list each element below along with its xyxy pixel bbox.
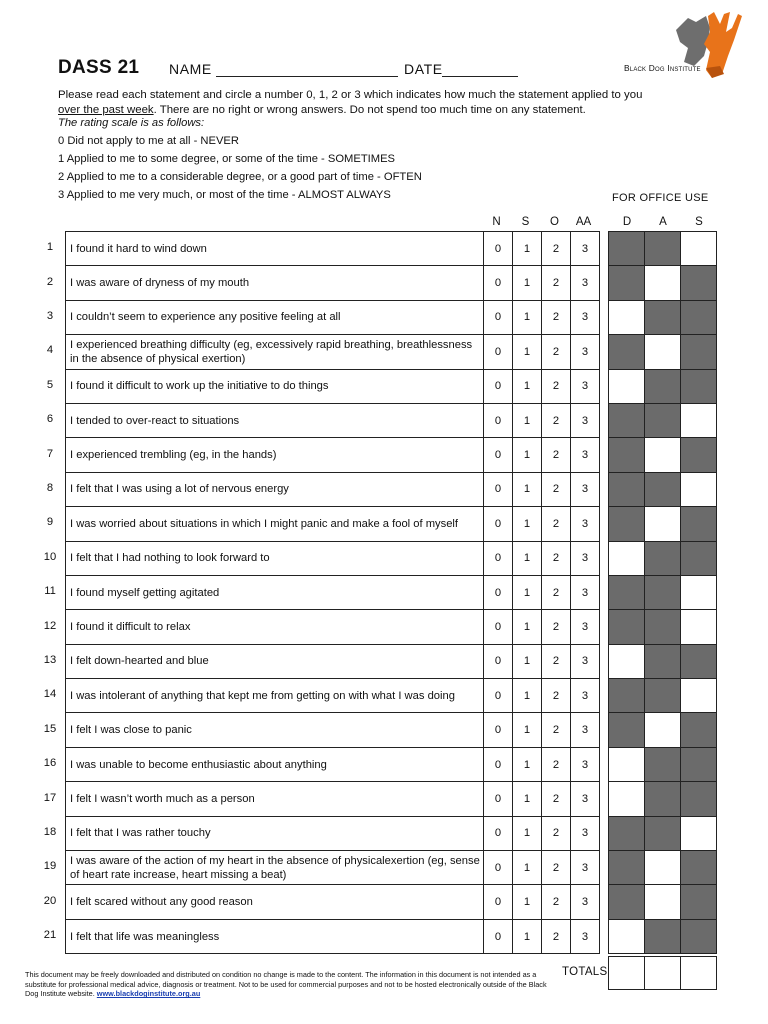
column-header-aa: AA	[575, 216, 592, 228]
office-row	[609, 644, 717, 678]
question-text: I felt I was close to panic	[66, 713, 484, 747]
office-cell-s-shaded	[681, 300, 717, 334]
question-text: I felt that life was meaningless	[66, 919, 484, 953]
office-cell-a-shaded	[645, 919, 681, 953]
footer-link[interactable]: www.blackdoginstitute.org.au	[96, 989, 201, 999]
question-row	[66, 541, 600, 575]
rating-option-0[interactable]: 0	[484, 747, 513, 781]
rating-option-3[interactable]: 3	[571, 232, 600, 266]
rating-option-3[interactable]: 3	[571, 438, 600, 472]
rating-option-0[interactable]: 0	[484, 575, 513, 609]
office-cell-d-blank[interactable]	[609, 541, 645, 575]
office-cell-s-shaded	[681, 644, 717, 678]
scale-heading: The rating scale is as follows:	[58, 117, 205, 129]
office-cell-a-shaded	[645, 679, 681, 713]
office-cell-d-shaded	[609, 816, 645, 850]
questions-table	[65, 231, 600, 954]
rating-option-2[interactable]: 2	[542, 541, 571, 575]
rating-option-0[interactable]: 0	[484, 335, 513, 369]
rating-option-0[interactable]: 0	[484, 782, 513, 816]
rating-option-3[interactable]: 3	[571, 335, 600, 369]
question-row	[66, 438, 600, 472]
rating-option-0[interactable]: 0	[484, 541, 513, 575]
office-cell-d-blank[interactable]	[609, 369, 645, 403]
rating-option-0[interactable]: 0	[484, 403, 513, 437]
rating-option-1[interactable]: 1	[513, 851, 542, 885]
office-cell-d-shaded	[609, 438, 645, 472]
rating-option-1[interactable]: 1	[513, 232, 542, 266]
instructions-line-1: Please read each statement and circle a number 0, 1, 2 or 3 which indicates how much the statement applied to you	[58, 89, 643, 101]
rating-option-1[interactable]: 1	[513, 885, 542, 919]
office-cell-a-blank[interactable]	[645, 266, 681, 300]
rating-option-0[interactable]: 0	[484, 266, 513, 300]
rating-option-1[interactable]: 1	[513, 679, 542, 713]
office-cell-s-shaded	[681, 713, 717, 747]
question-number: 6	[46, 413, 54, 426]
question-row	[66, 610, 600, 644]
question-row	[66, 266, 600, 300]
office-row	[609, 472, 717, 506]
rating-option-0[interactable]: 0	[484, 816, 513, 850]
question-row	[66, 816, 600, 850]
rating-option-2[interactable]: 2	[542, 679, 571, 713]
office-cell-a-blank[interactable]	[645, 438, 681, 472]
office-row	[609, 679, 717, 713]
rating-option-2[interactable]: 2	[542, 369, 571, 403]
question-number: 16	[43, 757, 57, 770]
name-field[interactable]	[216, 60, 398, 77]
rating-option-3[interactable]: 3	[571, 507, 600, 541]
office-header-d: D	[622, 216, 632, 228]
rating-option-2[interactable]: 2	[542, 335, 571, 369]
office-cell-s-shaded	[681, 335, 717, 369]
office-row	[609, 747, 717, 781]
column-header-o: O	[550, 216, 559, 228]
office-row	[609, 885, 717, 919]
office-cell-a-blank[interactable]	[645, 713, 681, 747]
office-cell-d-shaded	[609, 472, 645, 506]
instructions	[58, 88, 698, 117]
rating-option-2[interactable]: 2	[542, 747, 571, 781]
question-text: I was aware of dryness of my mouth	[66, 266, 484, 300]
rating-option-1[interactable]: 1	[513, 919, 542, 953]
form-title: DASS 21	[58, 57, 140, 78]
office-cell-a-shaded	[645, 575, 681, 609]
rating-option-1[interactable]: 1	[513, 403, 542, 437]
rating-option-2[interactable]: 2	[542, 438, 571, 472]
office-row	[609, 575, 717, 609]
total-anxiety-cell[interactable]	[645, 957, 681, 990]
question-text: I tended to over-react to situations	[66, 403, 484, 437]
question-number: 5	[46, 378, 54, 391]
question-text: I found it hard to wind down	[66, 232, 484, 266]
rating-option-1[interactable]: 1	[513, 782, 542, 816]
rating-option-1[interactable]: 1	[513, 816, 542, 850]
rating-option-3[interactable]: 3	[571, 816, 600, 850]
footer-disclaimer	[25, 970, 550, 999]
totals-grid	[608, 956, 717, 990]
total-stress-cell[interactable]	[681, 957, 717, 990]
footer-text: This document may be freely downloaded and distributed on condition no change is made to the content. The information in this document is not intended as a substitute for professional medical advice, diagnosis or treatment. Not to be used for commercial purposes and not to be hosted electronically outside of the Black Dog Institute website.	[25, 970, 547, 999]
office-cell-d-shaded	[609, 885, 645, 919]
rating-option-2[interactable]: 2	[542, 713, 571, 747]
office-cell-d-blank[interactable]	[609, 782, 645, 816]
office-cell-s-shaded	[681, 507, 717, 541]
office-cell-a-shaded	[645, 747, 681, 781]
office-row	[609, 403, 717, 437]
office-row	[609, 232, 717, 266]
rating-option-0[interactable]: 0	[484, 885, 513, 919]
office-cell-a-blank[interactable]	[645, 885, 681, 919]
question-number: 2	[46, 275, 54, 288]
office-row	[609, 335, 717, 369]
office-cell-s-shaded	[681, 369, 717, 403]
question-number: 20	[43, 894, 57, 907]
office-row	[609, 438, 717, 472]
office-cell-a-shaded	[645, 369, 681, 403]
column-header-n: N	[492, 216, 501, 228]
office-header-a: A	[659, 216, 667, 228]
question-row	[66, 232, 600, 266]
office-row	[609, 610, 717, 644]
office-use-label: FOR OFFICE USE	[612, 192, 709, 204]
question-text: I experienced trembling (eg, in the hands)	[66, 438, 484, 472]
rating-option-3[interactable]: 3	[571, 885, 600, 919]
office-cell-d-shaded	[609, 335, 645, 369]
rating-option-1[interactable]: 1	[513, 266, 542, 300]
rating-option-3[interactable]: 3	[571, 851, 600, 885]
office-cell-a-blank[interactable]	[645, 851, 681, 885]
office-cell-s-shaded	[681, 919, 717, 953]
office-cell-a-shaded	[645, 232, 681, 266]
rating-option-2[interactable]: 2	[542, 507, 571, 541]
office-row	[609, 369, 717, 403]
question-number: 3	[46, 310, 54, 322]
rating-option-3[interactable]: 3	[571, 713, 600, 747]
rating-option-1[interactable]: 1	[513, 507, 542, 541]
date-field[interactable]	[442, 60, 518, 77]
rating-option-0[interactable]: 0	[484, 472, 513, 506]
rating-option-0[interactable]: 0	[484, 610, 513, 644]
office-row	[609, 919, 717, 953]
office-cell-d-blank[interactable]	[609, 644, 645, 678]
rating-option-3[interactable]: 3	[571, 644, 600, 678]
rating-option-2[interactable]: 2	[542, 610, 571, 644]
scale-item: 0 Did not apply to me at all - NEVER	[58, 135, 239, 147]
instructions-line-2-rest: . There are no right or wrong answers. Do not spend too much time on any statement.	[153, 103, 586, 116]
question-text: I was intolerant of anything that kept me from getting on with what I was doing	[66, 679, 484, 713]
past-week-emphasis: over the past week	[58, 103, 154, 116]
question-text: I experienced breathing difficulty (eg, excessively rapid breathing, breathlessness in the absence of physical exertion)	[66, 335, 484, 369]
office-cell-s-blank[interactable]	[681, 403, 717, 437]
rating-option-1[interactable]: 1	[513, 335, 542, 369]
office-row	[609, 713, 717, 747]
office-cell-a-shaded	[645, 541, 681, 575]
office-cell-s-shaded	[681, 851, 717, 885]
rating-option-2[interactable]: 2	[542, 919, 571, 953]
office-cell-a-shaded	[645, 644, 681, 678]
question-text: I was aware of the action of my heart in the absence of physicalexertion (eg, sense of heart rate increase, heart missing a beat)	[66, 851, 484, 885]
office-cell-s-blank[interactable]	[681, 232, 717, 266]
question-number: 8	[46, 482, 54, 494]
question-row	[66, 782, 600, 816]
office-cell-s-blank[interactable]	[681, 575, 717, 609]
rating-option-3[interactable]: 3	[571, 266, 600, 300]
rating-option-3[interactable]: 3	[571, 747, 600, 781]
office-cell-a-shaded	[645, 610, 681, 644]
office-cell-s-blank[interactable]	[681, 472, 717, 506]
office-row	[609, 300, 717, 334]
office-cell-s-blank[interactable]	[681, 610, 717, 644]
rating-option-3[interactable]: 3	[571, 919, 600, 953]
rating-option-0[interactable]: 0	[484, 644, 513, 678]
question-row	[66, 403, 600, 437]
office-cell-d-blank[interactable]	[609, 919, 645, 953]
rating-option-2[interactable]: 2	[542, 644, 571, 678]
office-row	[609, 851, 717, 885]
question-number: 14	[43, 688, 57, 701]
question-text: I couldn’t seem to experience any positive feeling at all	[66, 300, 484, 334]
rating-option-1[interactable]: 1	[513, 575, 542, 609]
question-text: I felt down-hearted and blue	[66, 644, 484, 678]
question-number: 12	[43, 619, 57, 632]
office-cell-d-shaded	[609, 575, 645, 609]
question-row	[66, 885, 600, 919]
office-cell-d-shaded	[609, 713, 645, 747]
question-row	[66, 369, 600, 403]
rating-option-0[interactable]: 0	[484, 679, 513, 713]
office-cell-s-blank[interactable]	[681, 816, 717, 850]
rating-option-3[interactable]: 3	[571, 575, 600, 609]
office-cell-s-shaded	[681, 541, 717, 575]
question-number: 17	[43, 791, 57, 804]
rating-option-3[interactable]: 3	[571, 472, 600, 506]
question-row	[66, 507, 600, 541]
office-cell-d-shaded	[609, 610, 645, 644]
office-cell-s-shaded	[681, 885, 717, 919]
office-cell-a-blank[interactable]	[645, 335, 681, 369]
office-row	[609, 782, 717, 816]
rating-option-0[interactable]: 0	[484, 300, 513, 334]
question-text: I found it difficult to work up the initiative to do things	[66, 369, 484, 403]
office-row	[609, 266, 717, 300]
rating-option-2[interactable]: 2	[542, 885, 571, 919]
rating-option-3[interactable]: 3	[571, 782, 600, 816]
office-cell-s-shaded	[681, 438, 717, 472]
rating-option-1[interactable]: 1	[513, 644, 542, 678]
logo-text: Black Dog Institute	[624, 63, 701, 73]
rating-option-0[interactable]: 0	[484, 507, 513, 541]
office-cell-a-shaded	[645, 300, 681, 334]
office-cell-d-shaded	[609, 851, 645, 885]
rating-option-3[interactable]: 3	[571, 541, 600, 575]
rating-option-1[interactable]: 1	[513, 438, 542, 472]
question-number: 18	[43, 826, 57, 838]
office-header-s: S	[695, 216, 703, 228]
question-text: I felt scared without any good reason	[66, 885, 484, 919]
name-label: NAME	[169, 61, 212, 77]
question-row	[66, 472, 600, 506]
question-number: 19	[43, 860, 57, 873]
rating-option-2[interactable]: 2	[542, 851, 571, 885]
question-text: I felt that I was using a lot of nervous energy	[66, 472, 484, 506]
question-text: I was unable to become enthusiastic about anything	[66, 747, 484, 781]
scale-item: 3 Applied to me very much, or most of the time - ALMOST ALWAYS	[58, 189, 391, 201]
rating-option-0[interactable]: 0	[484, 713, 513, 747]
office-cell-s-shaded	[681, 782, 717, 816]
rating-option-3[interactable]: 3	[571, 369, 600, 403]
office-use-grid	[608, 231, 717, 954]
question-row	[66, 575, 600, 609]
office-cell-a-shaded	[645, 472, 681, 506]
office-cell-a-shaded	[645, 403, 681, 437]
office-cell-s-blank[interactable]	[681, 679, 717, 713]
question-number: 11	[44, 585, 56, 598]
rating-option-3[interactable]: 3	[571, 679, 600, 713]
office-row	[609, 816, 717, 850]
rating-option-2[interactable]: 2	[542, 232, 571, 266]
question-row	[66, 713, 600, 747]
question-number: 4	[46, 344, 54, 357]
office-row	[609, 541, 717, 575]
office-cell-a-blank[interactable]	[645, 507, 681, 541]
question-number: 9	[46, 516, 54, 529]
question-number: 7	[46, 447, 54, 460]
office-cell-s-shaded	[681, 747, 717, 781]
rating-option-2[interactable]: 2	[542, 300, 571, 334]
office-cell-d-shaded	[609, 266, 645, 300]
office-cell-d-shaded	[609, 679, 645, 713]
instructions-line-2	[58, 103, 698, 118]
question-number: 15	[43, 722, 57, 735]
date-label: DATE	[404, 61, 443, 77]
question-row	[66, 919, 600, 953]
question-text: I found myself getting agitated	[66, 575, 484, 609]
question-text: I found it difficult to relax	[66, 610, 484, 644]
question-text: I was worried about situations in which I might panic and make a fool of myself	[66, 507, 484, 541]
office-cell-d-shaded	[609, 232, 645, 266]
rating-option-1[interactable]: 1	[513, 747, 542, 781]
column-header-s: S	[521, 216, 530, 228]
rating-option-1[interactable]: 1	[513, 369, 542, 403]
question-number: 1	[46, 241, 54, 254]
question-number: 10	[43, 550, 57, 563]
rating-option-1[interactable]: 1	[513, 713, 542, 747]
question-row	[66, 300, 600, 334]
rating-option-2[interactable]: 2	[542, 403, 571, 437]
office-cell-a-shaded	[645, 816, 681, 850]
scale-item: 1 Applied to me to some degree, or some of the time - SOMETIMES	[58, 153, 396, 165]
rating-option-1[interactable]: 1	[513, 472, 542, 506]
question-text: I felt I wasn’t worth much as a person	[66, 782, 484, 816]
office-cell-d-blank[interactable]	[609, 300, 645, 334]
question-number: 13	[43, 654, 57, 666]
rating-option-2[interactable]: 2	[542, 266, 571, 300]
rating-option-2[interactable]: 2	[542, 816, 571, 850]
rating-option-2[interactable]: 2	[542, 575, 571, 609]
office-cell-d-shaded	[609, 507, 645, 541]
office-cell-d-shaded	[609, 403, 645, 437]
rating-option-0[interactable]: 0	[484, 919, 513, 953]
question-row	[66, 851, 600, 885]
rating-option-3[interactable]: 3	[571, 610, 600, 644]
rating-option-1[interactable]: 1	[513, 541, 542, 575]
scale-item: 2 Applied to me to a considerable degree, or a good part of time - OFTEN	[58, 171, 422, 183]
rating-option-2[interactable]: 2	[542, 782, 571, 816]
totals-label: TOTALS	[562, 966, 608, 978]
question-number: 21	[43, 929, 57, 942]
question-row	[66, 335, 600, 369]
total-depression-cell[interactable]	[609, 957, 645, 990]
rating-option-3[interactable]: 3	[571, 300, 600, 334]
rating-option-1[interactable]: 1	[513, 300, 542, 334]
rating-option-3[interactable]: 3	[571, 403, 600, 437]
question-row	[66, 644, 600, 678]
rating-option-0[interactable]: 0	[484, 369, 513, 403]
rating-option-1[interactable]: 1	[513, 610, 542, 644]
question-row	[66, 679, 600, 713]
question-text: I felt that I was rather touchy	[66, 816, 484, 850]
rating-option-0[interactable]: 0	[484, 232, 513, 266]
office-cell-s-shaded	[681, 266, 717, 300]
question-text: I felt that I had nothing to look forward to	[66, 541, 484, 575]
office-cell-a-shaded	[645, 782, 681, 816]
office-row	[609, 507, 717, 541]
question-row	[66, 747, 600, 781]
rating-option-0[interactable]: 0	[484, 851, 513, 885]
rating-option-0[interactable]: 0	[484, 438, 513, 472]
rating-option-2[interactable]: 2	[542, 472, 571, 506]
office-cell-d-blank[interactable]	[609, 747, 645, 781]
